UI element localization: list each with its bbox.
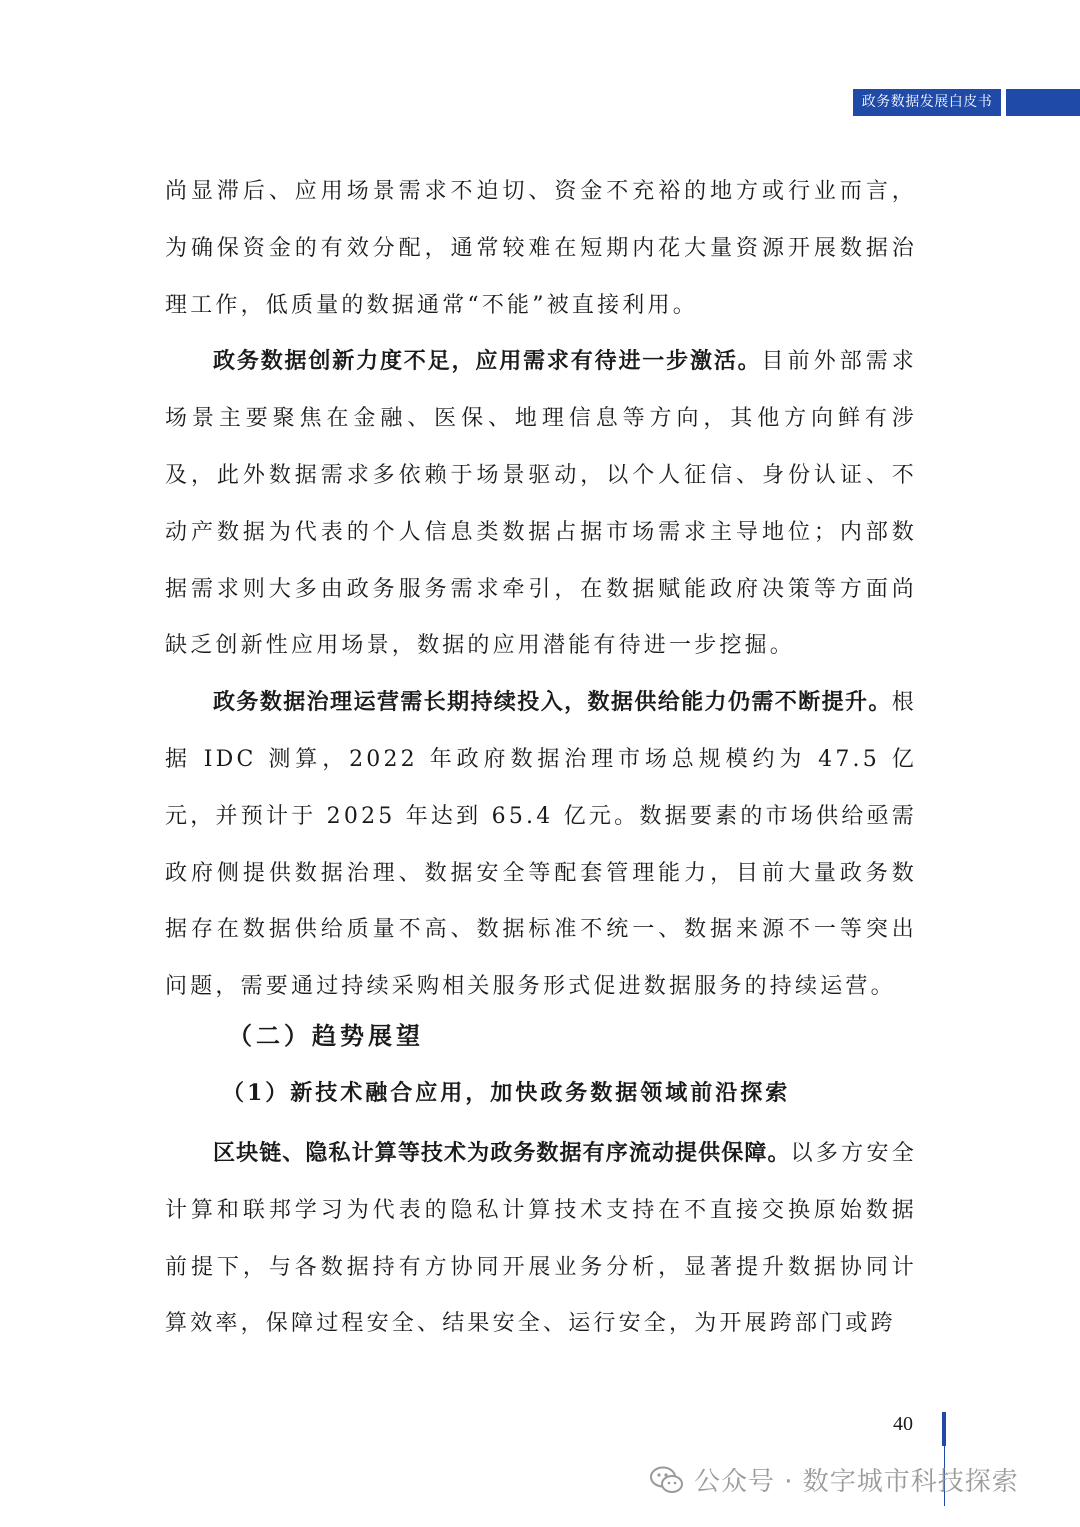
- paragraph-2: [165, 334, 917, 675]
- paragraph-2-lead: 政务数据创新力度不足，应用需求有待进一步激活。: [213, 349, 762, 375]
- watermark-text: 公众号 · 数字城市科技探索: [694, 1467, 1019, 1497]
- page-number-rule: [942, 1412, 946, 1446]
- paragraph-4-lead: 区块链、隐私计算等技术为政务数据有序流动提供保障。: [213, 1141, 791, 1166]
- subsection-heading: （1）新技术融合应用，加快政务数据领域前沿探索: [222, 1080, 791, 1106]
- watermark: [650, 1461, 1019, 1498]
- wechat-icon: [650, 1466, 684, 1494]
- paragraph-4: [165, 1126, 917, 1353]
- page-number: 40: [893, 1413, 913, 1435]
- section-heading: （二）趋势展望: [228, 1021, 424, 1050]
- paragraph-4-body: 以多方安全计算和联邦学习为代表的隐私计算技术支持在不直接交换原始数据前提下，与各数据持有方协同开展业务分析，显著提升数据协同计算效率，保障过程安全、结果安全、运行安全，为开展跨部门或跨: [165, 1141, 917, 1337]
- paragraph-block-2: [165, 1126, 917, 1353]
- header-title-badge: 政务数据发展白皮书: [853, 89, 1001, 116]
- paragraph-block-1: [165, 164, 917, 1016]
- paragraph-3: [165, 675, 917, 1016]
- header-accent-bar: [1006, 89, 1080, 116]
- paragraph-3-body: 根据 IDC 测算，2022 年政府数据治理市场总规模约为 47.5 亿元，并预计于 2025 年达到 65.4 亿元。数据要素的市场供给亟需政府侧提供数据治理、数据安全等配套管理能力，目前大量政务数据存在数据供给质量不高、数据标准不统一、数据来源不一等突出问题，需要通过持续采购相关服务形式促进数据服务的持续运营。: [165, 690, 917, 1000]
- paragraph-3-lead: 政务数据治理运营需长期持续投入，数据供给能力仍需不断提升。: [213, 690, 892, 716]
- paragraph-2-body: 目前外部需求场景主要聚焦在金融、医保、地理信息等方向，其他方向鲜有涉及，此外数据需求多依赖于场景驱动，以个人征信、身份认证、不动产数据为代表的个人信息类数据占据市场需求主导地位；内部数据需求则大多由政务服务需求牵引，在数据赋能政府决策等方面尚缺乏创新性应用场景，数据的应用潜能有待进一步挖掘。: [165, 349, 917, 659]
- paragraph-1: 尚显滞后、应用场景需求不迫切、资金不充裕的地方或行业而言，为确保资金的有效分配，通常较难在短期内花大量资源开展数据治理工作，低质量的数据通常“不能”被直接利用。: [165, 179, 917, 318]
